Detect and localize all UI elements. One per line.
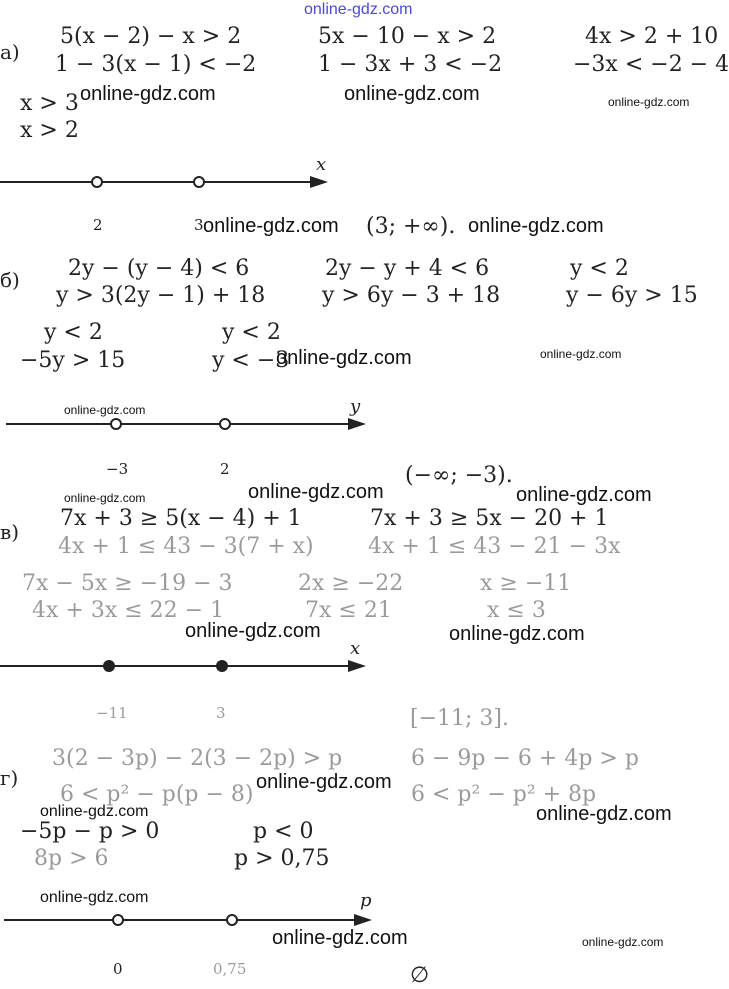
part-g-line: −5p − p > 0	[20, 819, 160, 844]
part-g-line: 8p > 6	[34, 846, 109, 871]
part-v-line: 4x + 1 ≤ 43 − 21 − 3x	[368, 534, 621, 559]
part-b-line: 2y − (y − 4) < 6	[68, 256, 250, 281]
open-point	[113, 915, 123, 925]
part-b-line: y < 2	[44, 320, 103, 345]
axis-variable: x	[316, 154, 327, 175]
watermark: online-gdz.com	[185, 620, 321, 642]
watermark: online-gdz.com	[256, 771, 392, 793]
watermark: online-gdz.com	[272, 927, 408, 949]
watermark: online-gdz.com	[582, 935, 664, 949]
part-b-line: y − 6y > 15	[566, 283, 698, 308]
tick-label: −3	[106, 460, 129, 478]
part-a-line: 5x − 10 − x > 2	[318, 24, 497, 49]
part-g-line: p < 0	[253, 819, 314, 844]
watermark-top: online-gdz.com	[304, 1, 413, 18]
answer-a: (3; +∞).	[366, 214, 456, 239]
part-a-line: 1 − 3x + 3 < −2	[318, 52, 503, 77]
part-g-line: 3(2 − 3p) − 2(3 − 2p) > p	[52, 746, 343, 771]
part-b-label: б)	[0, 268, 20, 292]
watermark: online-gdz.com	[536, 803, 672, 825]
axis-variable: x	[350, 638, 361, 659]
arrow-icon	[348, 660, 366, 672]
watermark: online-gdz.com	[64, 403, 146, 417]
arrow-icon	[354, 914, 372, 926]
part-v-line: 7x + 3 ≥ 5(x − 4) + 1	[60, 506, 302, 531]
answer-v: [−11; 3].	[410, 706, 509, 731]
watermark: online-gdz.com	[468, 215, 604, 237]
part-v-line: 7x ≤ 21	[305, 598, 392, 623]
watermark: online-gdz.com	[248, 481, 384, 503]
part-a-line: 4x > 2 + 10	[585, 24, 719, 49]
answer-b: (−∞; −3).	[405, 463, 513, 488]
axis-variable: y	[350, 396, 361, 417]
part-g-label: г)	[0, 766, 19, 790]
part-v-line: 4x + 3x ≤ 22 − 1	[32, 598, 225, 623]
tick-label: 3	[194, 216, 204, 234]
tick-label: 2	[220, 460, 230, 478]
part-v-line: 7x − 5x ≥ −19 − 3	[22, 571, 233, 596]
number-line-v	[0, 634, 370, 684]
part-g-line: p > 0,75	[234, 846, 330, 871]
part-g-line: 6 < p² − p(p − 8)	[60, 782, 254, 807]
part-b-line: y > 3(2y − 1) + 18	[56, 283, 266, 308]
part-g-line: 6 < p² − p² + 8p	[411, 782, 597, 807]
part-v-line: x ≥ −11	[480, 571, 572, 596]
open-point	[194, 177, 204, 187]
tick-label: −11	[96, 704, 128, 722]
part-a-line: 5(x − 2) − x > 2	[60, 24, 242, 49]
watermark: online-gdz.com	[608, 95, 690, 109]
watermark: online-gdz.com	[540, 347, 622, 361]
part-b-line: y < −3	[212, 348, 290, 373]
filled-point	[103, 660, 115, 672]
answer-g: ∅	[410, 963, 430, 988]
watermark: online-gdz.com	[344, 83, 480, 105]
watermark: online-gdz.com	[40, 889, 149, 906]
part-a-line: x > 2	[20, 118, 79, 143]
watermark: online-gdz.com	[40, 803, 149, 820]
open-point	[220, 419, 230, 429]
tick-label: 3	[216, 704, 226, 722]
part-v-label: в)	[0, 520, 20, 544]
part-b-line: y < 2	[570, 256, 629, 281]
watermark: online-gdz.com	[276, 347, 412, 369]
part-a-label: а)	[0, 40, 20, 64]
part-a-line: −3x < −2 − 4	[573, 52, 729, 77]
open-point	[111, 419, 121, 429]
part-b-line: 2y − y + 4 < 6	[325, 256, 490, 281]
axis-variable: p	[360, 890, 372, 911]
part-b-line: y < 2	[222, 320, 281, 345]
tick-label: 0	[113, 960, 123, 978]
part-b-line: y > 6y − 3 + 18	[322, 283, 501, 308]
arrow-icon	[348, 418, 366, 430]
part-a-line: 1 − 3(x − 1) < −2	[55, 52, 257, 77]
arrow-icon	[310, 176, 328, 188]
watermark: online-gdz.com	[64, 491, 146, 505]
watermark: online-gdz.com	[203, 215, 339, 237]
filled-point	[216, 660, 228, 672]
part-a-line: x > 3	[20, 91, 79, 116]
number-line-b	[0, 392, 370, 442]
watermark: online-gdz.com	[449, 623, 585, 645]
part-b-line: −5y > 15	[20, 348, 126, 373]
part-v-line: x ≤ 3	[487, 598, 546, 623]
tick-label: 2	[93, 216, 103, 234]
open-point	[227, 915, 237, 925]
watermark: online-gdz.com	[516, 484, 652, 506]
part-v-line: 4x + 1 ≤ 43 − 3(7 + x)	[58, 534, 314, 559]
part-g-line: 6 − 9p − 6 + 4p > p	[411, 746, 639, 771]
open-point	[92, 177, 102, 187]
tick-label: 0,75	[213, 960, 247, 978]
watermark: online-gdz.com	[80, 83, 216, 105]
number-line-a	[0, 150, 340, 200]
part-v-line: 7x + 3 ≥ 5x − 20 + 1	[370, 506, 609, 531]
part-v-line: 2x ≥ −22	[298, 571, 404, 596]
